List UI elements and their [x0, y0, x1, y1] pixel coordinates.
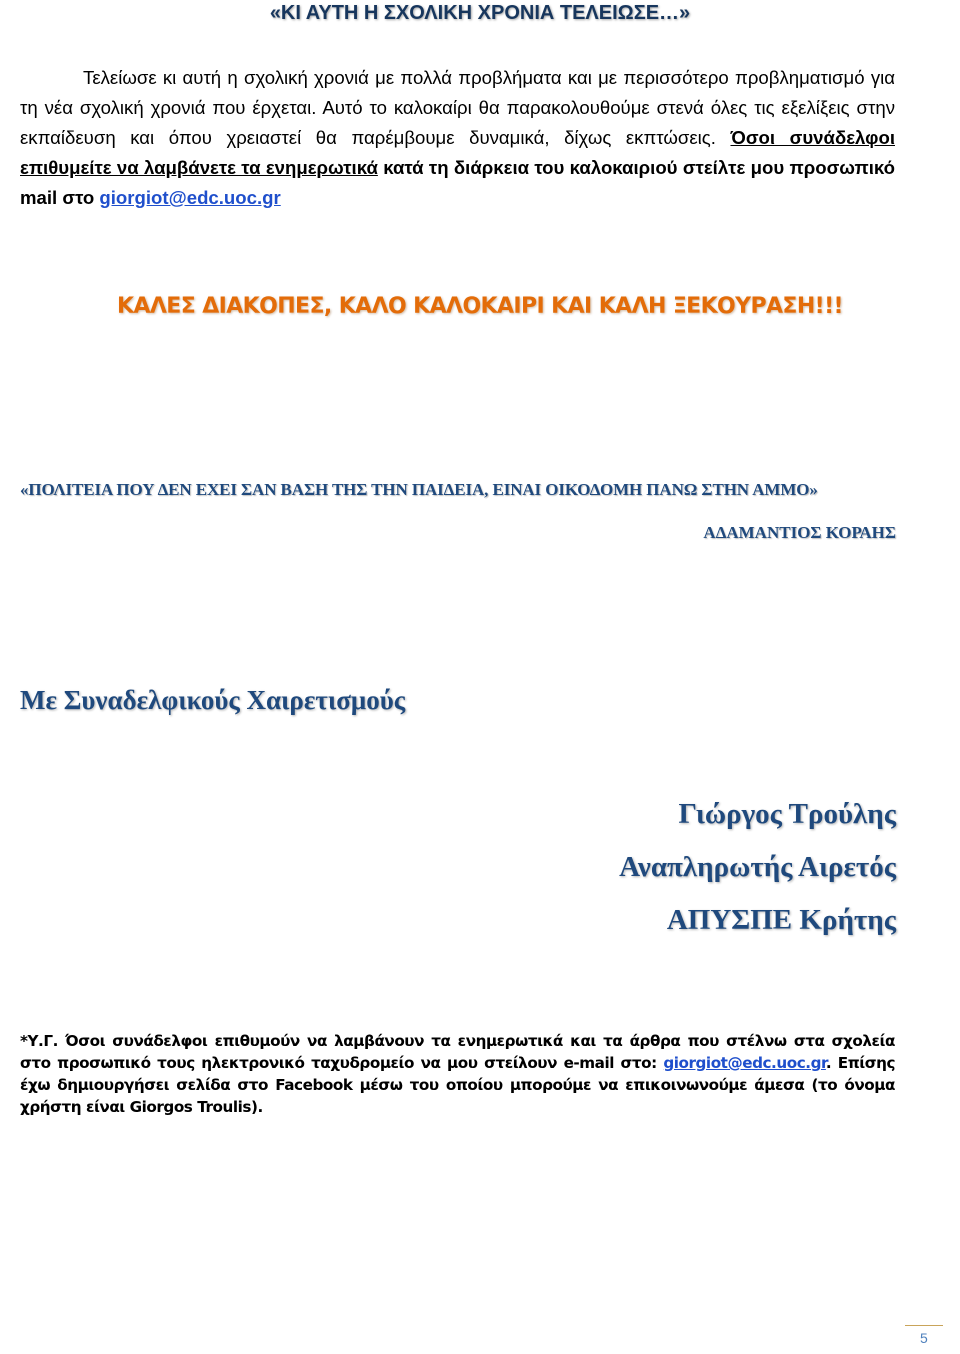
quote-text: «ΠΟΛΙΤΕΙΑ ΠΟΥ ΔΕΝ ΕΧΕΙ ΣΑΝ ΒΑΣΗ ΤΗΣ ΤΗΝ ΠΑΙΔΕΙΑ, ΕΙΝΑΙ ΟΙΚΟΔΟΜΗ ΠΑΝΩ ΣΤΗΝ ΑΜΜΟ»: [20, 480, 818, 499]
signature-council: ΑΠΥΣΠΕ Κρήτης: [666, 904, 896, 936]
intro-subscribe-text-continued: κατά τη διάρκεια του καλοκαιριού στείλτε μου προσωπικό mail στο: [20, 157, 895, 208]
signature-name: Γιώργος Τρούλης: [678, 798, 896, 830]
footer-rule: [905, 1325, 943, 1326]
postscript-paragraph: [20, 1030, 895, 1118]
intro-text: Τελείωσε κι αυτή η σχολική χρονιά με πολλά προβλήματα και με περισσότερο προβληματισμό για τη νέα σχολική χρονιά που έρχεται. Αυτό το καλοκαίρι θα παρακολουθούμε στενά όλες τις εξελίξεις στην εκπαίδευση και όπου χρειαστεί θα παρέμβουμε δυναμικά, δίχως εκπτώσεις.: [20, 67, 895, 148]
postscript-text-continued: . Επίσης έχω δημιουργήσει σελίδα στο Facebook μέσω του οποίου μπορούμε να επικοινωνούμε άμεσα (το όνομα χρήστη είναι Giorgos Troulis).: [20, 1054, 896, 1116]
intro-paragraph: [20, 63, 895, 213]
postscript-text: *Υ.Γ. Όσοι συνάδελφοι επιθυμούν να λαμβάνουν τα ενημερωτικά και τα άρθρα που στέλνω στα σχολεία στο προσωπικό τους ηλεκτρονικό ταχυδρομείο να μου στείλουν e-mail στο:: [20, 1032, 895, 1072]
page-title: «ΚΙ ΑΥΤΗ Η ΣΧΟΛΙΚΗ ΧΡΟΝΙΑ ΤΕΛΕΙΩΣΕ…»: [269, 2, 691, 24]
intro-subscribe-text: Όσοι συνάδελφοι επιθυμείτε να λαμβάνετε τα ενημερωτικά: [20, 127, 895, 178]
postscript-email-link[interactable]: giorgiot@edc.uoc.gr: [663, 1054, 826, 1072]
signature-role: Αναπληρωτής Αιρετός: [619, 851, 896, 883]
holiday-greeting: ΚΑΛΕΣ ΔΙΑΚΟΠΕΣ, ΚΑΛΟ ΚΑΛΟΚΑΙΡΙ ΚΑΙ ΚΑΛΗ ΞΕΚΟΥΡΑΣΗ!!!: [117, 294, 843, 319]
salutation: Με Συναδελφικούς Χαιρετισμούς: [20, 685, 406, 715]
intro-email-link[interactable]: giorgiot@edc.uoc.gr: [99, 187, 281, 208]
page-number: 5: [920, 1330, 928, 1346]
quote-author: ΑΔΑΜΑΝΤΙΟΣ ΚΟΡΑΗΣ: [703, 523, 896, 542]
signature-block: [619, 788, 896, 947]
